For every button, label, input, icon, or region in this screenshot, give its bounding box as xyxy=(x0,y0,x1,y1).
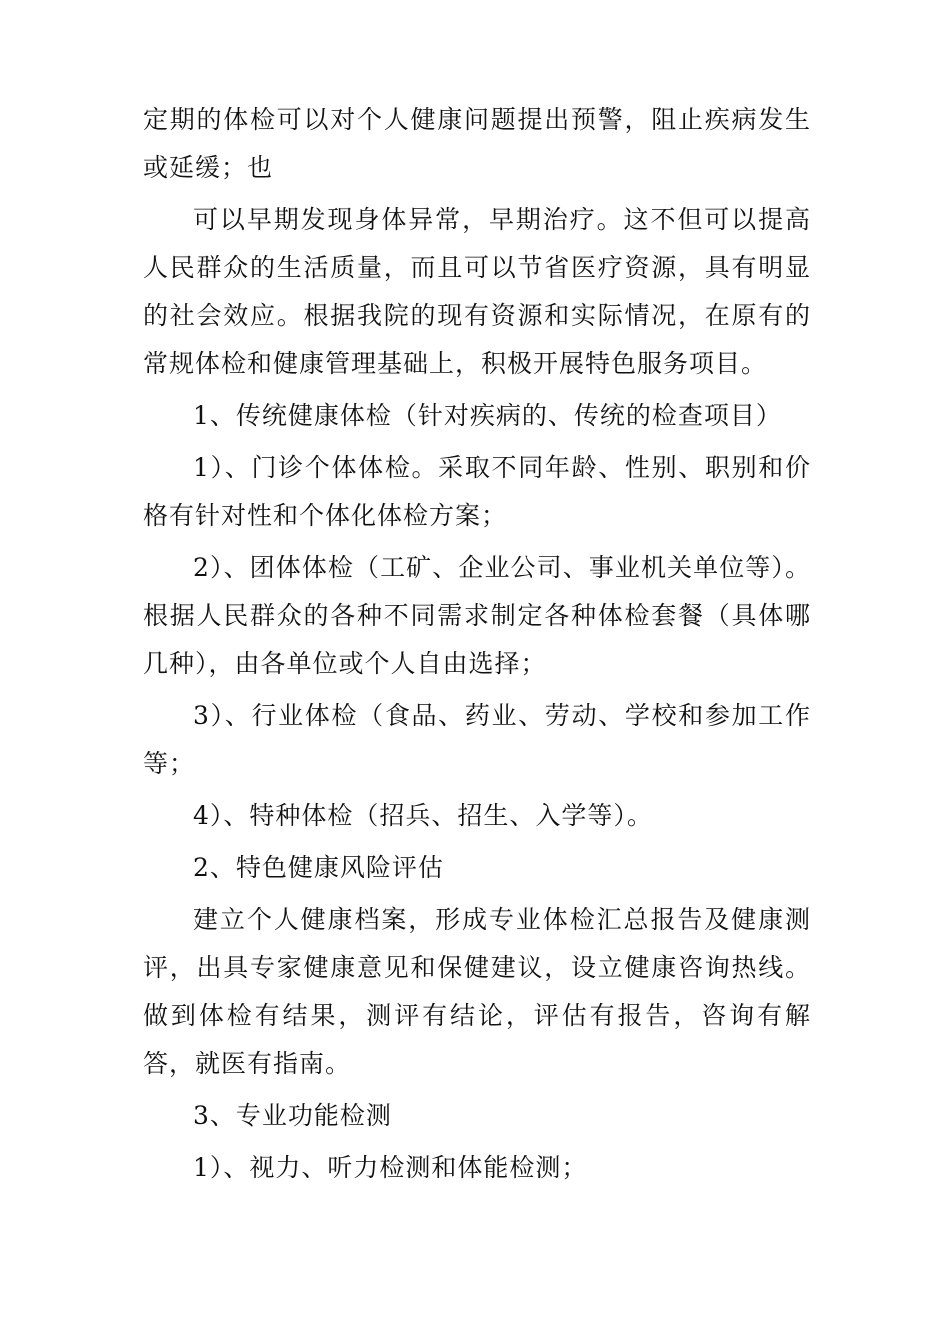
list-item-1-2: 2）、团体体检（工矿、企业公司、事业机关单位等）。根据人民群众的各种不同需求制定各种体检套餐（具体哪几种），由各单位或个人自由选择； xyxy=(143,553,811,678)
list-item-1-3: 3）、行业体检（食品、药业、劳动、学校和参加工作等； xyxy=(143,701,811,778)
paragraph-1: 定期的体检可以对个人健康问题提出预警，阻止疾病发生或延缓；也 xyxy=(143,105,811,182)
document-body xyxy=(143,96,811,1196)
list-item-3-1: 1）、视力、听力检测和体能检测； xyxy=(193,1153,588,1182)
paragraph-2: 可以早期发现身体异常，早期治疗。这不但可以提高人民群众的生活质量，而且可以节省医疗资源，具有明显的社会效应。根据我院的现有资源和实际情况，在原有的常规体检和健康管理基础上，积极开展特色服务项目。 xyxy=(143,205,811,378)
list-item-1-1: 1）、门诊个体体检。采取不同年龄、性别、职别和价格有针对性和个体化体检方案； xyxy=(143,453,811,530)
paragraph-assessment: 建立个人健康档案，形成专业体检汇总报告及健康测评，出具专家健康意见和保健建议，设立健康咨询热线。做到体检有结果，测评有结论，评估有报告，咨询有解答，就医有指南。 xyxy=(143,905,811,1078)
section-heading-1: 1、传统健康体检（针对疾病的、传统的检查项目） xyxy=(193,401,782,430)
list-item-1-4: 4）、特种体检（招兵、招生、入学等）。 xyxy=(193,801,653,830)
section-heading-2: 2、特色健康风险评估 xyxy=(193,853,444,882)
section-heading-3: 3、专业功能检测 xyxy=(193,1101,392,1130)
